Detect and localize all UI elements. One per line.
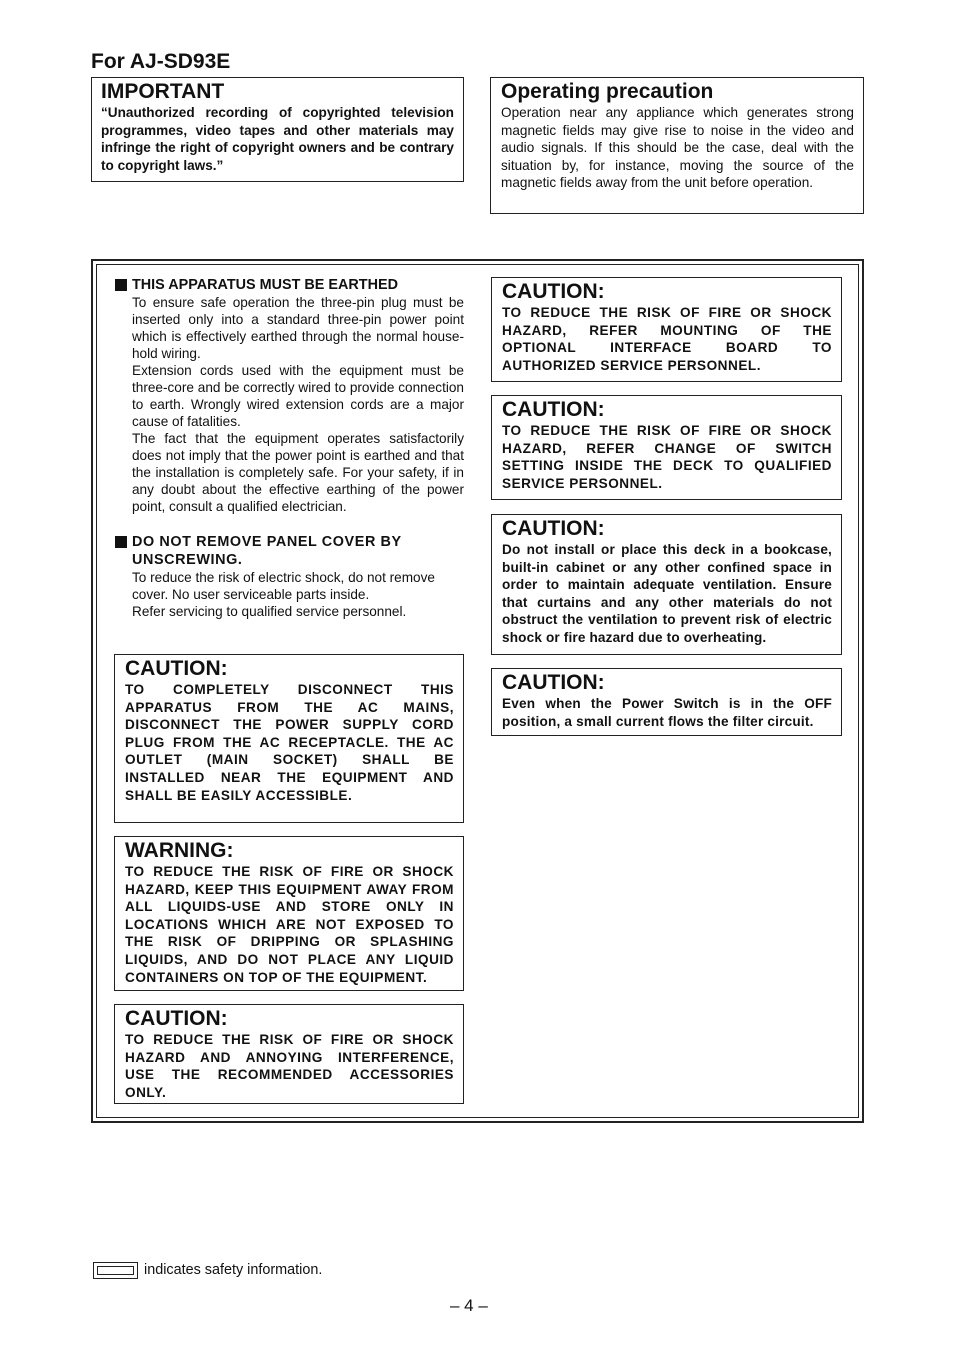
warning-liquids-body: TO REDUCE THE RISK OF FIRE OR SHOCK HAZARD, KEEP THIS EQUIPMENT AWAY FROM ALL LIQUIDS-USE AND STORE ONLY IN LOCATIONS WHICH ARE NOT EXPOSED TO THE RISK OF DRIPPING OR SPLASHING LIQUIDS, AND DO NOT PLACE ANY LIQUID CONTAINERS ON TOP OF THE EQUIPMENT. — [125, 864, 454, 985]
operating-precaution-body: Operation near any appliance which generates strong magnetic fields may give rise to noise in the video and audio signals. If this should be the case, deal with the situation by, for instance, moving the source of the magnetic fields away from the unit before operation. — [501, 105, 854, 191]
caution-power-switch-body: Even when the Power Switch is in the OFF position, a small current flows the filter circuit. — [502, 696, 832, 729]
caution-accessories-box — [114, 1004, 464, 1104]
caution-heading: CAUTION: — [502, 517, 605, 540]
caution-heading: CAUTION: — [125, 1007, 228, 1030]
caution-heading: CAUTION: — [125, 657, 228, 680]
caution-heading: CAUTION: — [502, 398, 605, 421]
safety-info-symbol-icon — [93, 1262, 138, 1279]
caution-accessories-body: TO REDUCE THE RISK OF FIRE OR SHOCK HAZARD AND ANNOYING INTERFERENCE, USE THE RECOMMENDED ACCESSORIES ONLY. — [125, 1032, 454, 1100]
earthed-heading-row — [115, 276, 464, 294]
earthed-paragraph: To ensure safe operation the three-pin plug must be inserted only into a standard three-pin power point which is effectively earthed through the normal house-hold wiring. — [132, 295, 464, 361]
page-number: – 4 – — [450, 1296, 488, 1315]
bullet-square-icon — [115, 279, 127, 291]
important-box — [91, 77, 464, 182]
panel-cover-body — [115, 569, 464, 620]
panel-cover-heading-row — [115, 533, 464, 569]
panel-cover-paragraph: Refer servicing to qualified service personnel. — [132, 604, 407, 619]
caution-interface-board-box — [491, 277, 842, 382]
earthed-paragraph: The fact that the equipment operates satisfactorily does not imply that the power point is earthed and that the installation is completely safe. For your safety, if in any doubt about the effective earthing of the power point, consult a qualified electrician. — [132, 431, 464, 514]
caution-switch-setting-box — [491, 395, 842, 500]
earthed-body — [115, 294, 464, 515]
caution-switch-setting-body: TO REDUCE THE RISK OF FIRE OR SHOCK HAZARD, REFER CHANGE OF SWITCH SETTING INSIDE THE DECK TO QUALIFIED SERVICE PERSONNEL. — [502, 423, 832, 491]
bullet-square-icon — [115, 536, 127, 548]
caution-heading: CAUTION: — [502, 280, 605, 303]
caution-heading: CAUTION: — [502, 671, 605, 694]
earthed-section — [115, 276, 464, 515]
model-title: For AJ-SD93E — [91, 50, 231, 73]
panel-cover-paragraph: To reduce the risk of electric shock, do not remove cover. No user serviceable parts inside. — [132, 570, 435, 602]
warning-liquids-box — [114, 836, 464, 991]
panel-cover-heading: DO NOT REMOVE PANEL COVER BY UNSCREWING. — [132, 534, 402, 568]
caution-disconnect-body: TO COMPLETELY DISCONNECT THIS APPARATUS FROM THE AC MAINS, DISCONNECT THE POWER SUPPLY CORD PLUG FROM THE AC RECEPTACLE. THE AC OUTLET (MAIN SOCKET) SHALL BE INSTALLED NEAR THE EQUIPMENT AND SHALL BE EASILY ACCESSIBLE. — [125, 682, 454, 803]
panel-cover-section — [115, 533, 464, 620]
important-body: “Unauthorized recording of copyrighted television programmes, video tapes and other materials may infringe the right of copyright owners and be contrary to copyright laws.” — [101, 105, 454, 173]
caution-ventilation-box — [491, 514, 842, 655]
operating-precaution-heading: Operating precaution — [501, 80, 714, 103]
caution-disconnect-box — [114, 654, 464, 823]
warning-heading: WARNING: — [125, 839, 234, 862]
earthed-heading: THIS APPARATUS MUST BE EARTHED — [132, 277, 398, 293]
footnote-text: indicates safety information. — [144, 1262, 323, 1278]
caution-power-switch-box — [491, 668, 842, 736]
important-heading: IMPORTANT — [101, 80, 225, 103]
caution-ventilation-body: Do not install or place this deck in a bookcase, built-in cabinet or any other confined space in order to maintain adequate ventilation. Ensure that curtains and any other materials do not obstruct the ventilation to prevent risk of electric shock or fire hazard due to overheating. — [502, 542, 832, 645]
operating-precaution-box — [490, 77, 864, 214]
caution-interface-board-body: TO REDUCE THE RISK OF FIRE OR SHOCK HAZARD, REFER MOUNTING OF THE OPTIONAL INTERFACE BOARD TO AUTHORIZED SERVICE PERSONNEL. — [502, 305, 832, 373]
earthed-paragraph: Extension cords used with the equipment must be three-core and be correctly wired to provide connection to earth. Wrongly wired extension cords are a major cause of fatalities. — [132, 363, 464, 429]
